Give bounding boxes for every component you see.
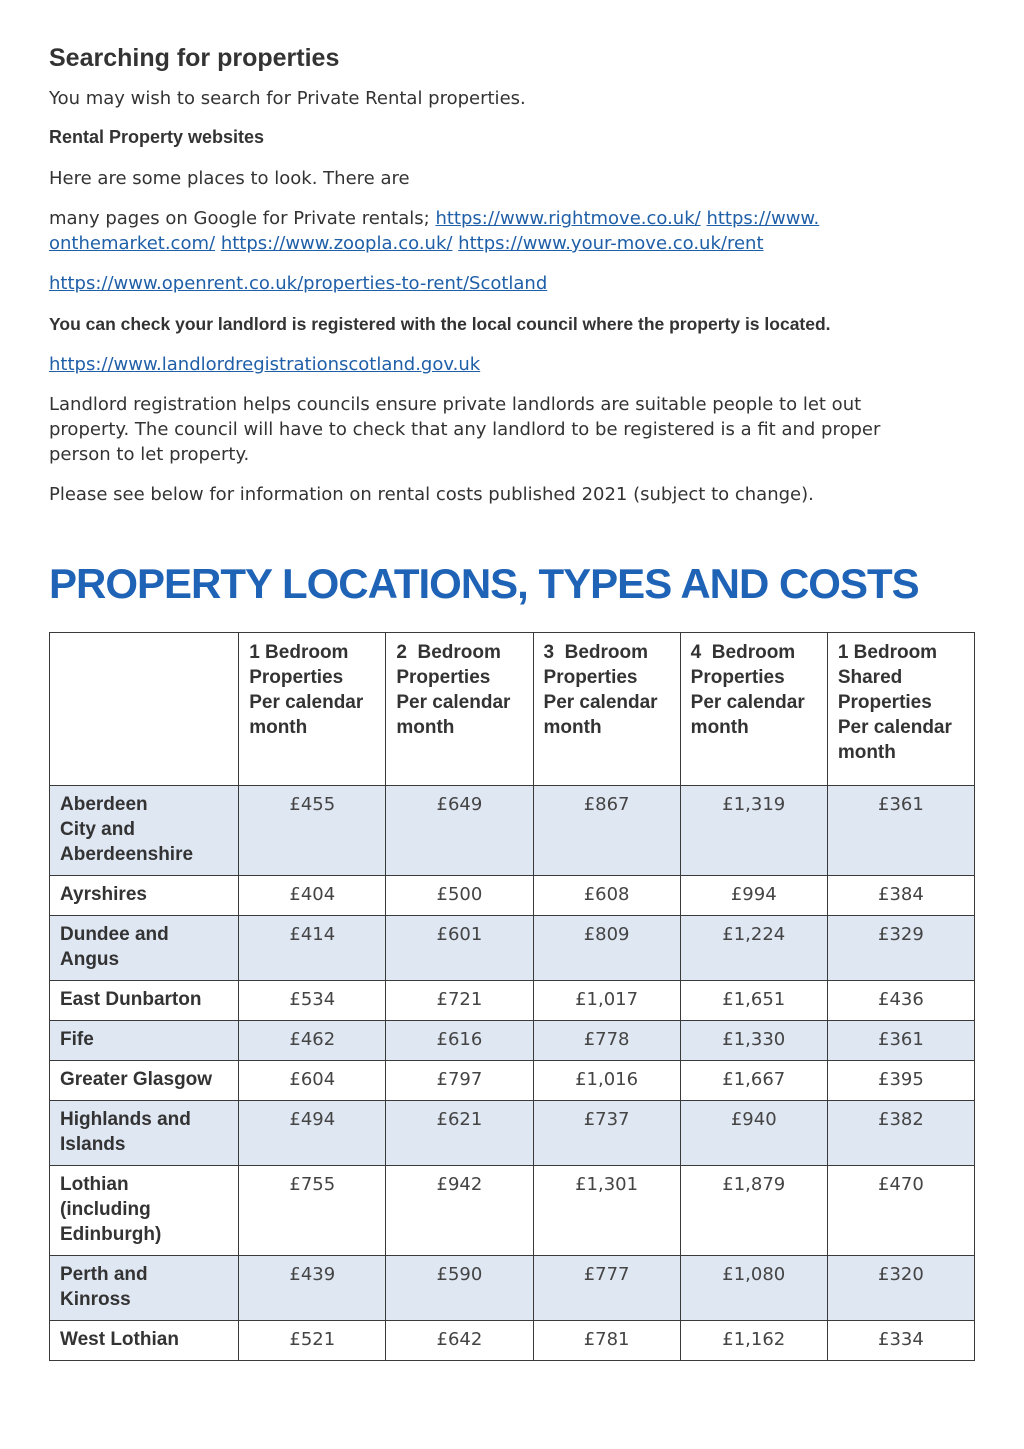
cost-cell: £1,330 xyxy=(680,1021,827,1061)
cost-cell: £621 xyxy=(386,1101,533,1166)
main-title: PROPERTY LOCATIONS, TYPES AND COSTS xyxy=(49,560,919,607)
subheading: Rental Property websites xyxy=(49,127,265,147)
cost-cell: £777 xyxy=(533,1256,680,1321)
cost-cell: £940 xyxy=(680,1101,827,1166)
region-cell xyxy=(50,1256,239,1321)
cost-cell: £1,651 xyxy=(680,981,827,1021)
region-line: Islands xyxy=(60,1134,126,1155)
intro-line: You may wish to search for Private Rental properties. xyxy=(49,88,526,109)
column-header xyxy=(680,633,827,786)
cost-cell: £778 xyxy=(533,1021,680,1061)
region-line: Aberdeen xyxy=(60,794,148,815)
cost-cell: £1,667 xyxy=(680,1061,827,1101)
cost-cell: £601 xyxy=(386,916,533,981)
region-line: East Dunbarton xyxy=(60,989,202,1010)
links-paragraph xyxy=(49,206,819,231)
cost-cell: £1,879 xyxy=(680,1166,827,1256)
table-row xyxy=(50,786,975,876)
cost-cell: £590 xyxy=(386,1256,533,1321)
cost-cell: £994 xyxy=(680,876,827,916)
check-landlord-note: You can check your landlord is registered with the local council where the property is located. xyxy=(49,314,831,334)
cost-cell: £414 xyxy=(239,916,386,981)
registration-text-line-3: person to let property. xyxy=(49,444,250,465)
cost-cell: £797 xyxy=(386,1061,533,1101)
region-line: Angus xyxy=(60,949,120,970)
onthemarket-link-part1[interactable]: https://www. xyxy=(706,208,820,229)
column-header xyxy=(827,633,974,786)
cost-cell: £462 xyxy=(239,1021,386,1061)
links-paragraph-cont xyxy=(49,231,764,256)
header-line: month xyxy=(396,717,455,738)
cost-cell: £329 xyxy=(827,916,974,981)
table-row xyxy=(50,981,975,1021)
section-heading: Searching for properties xyxy=(49,44,340,72)
cost-cell: £521 xyxy=(239,1321,386,1361)
header-line: Per calendar xyxy=(249,692,364,713)
table-row xyxy=(50,1021,975,1061)
see-below-note: Please see below for information on rental costs published 2021 (subject to change). xyxy=(49,484,814,505)
header-line: 4 Bedroom xyxy=(690,642,796,663)
cost-cell: £867 xyxy=(533,786,680,876)
landlord-registration-link[interactable]: https://www.landlordregistrationscotland.gov.uk xyxy=(49,354,481,375)
region-line: City and xyxy=(60,819,135,840)
landlordreg-paragraph xyxy=(49,352,480,377)
cost-cell: £721 xyxy=(386,981,533,1021)
header-line: Shared xyxy=(837,667,903,688)
intro-line-2: Here are some places to look. There are xyxy=(49,168,410,189)
cost-cell: £608 xyxy=(533,876,680,916)
cost-cell: £382 xyxy=(827,1101,974,1166)
cost-cell: £1,319 xyxy=(680,786,827,876)
header-line: 3 Bedroom xyxy=(543,642,649,663)
cost-cell: £436 xyxy=(827,981,974,1021)
header-line: Per calendar xyxy=(690,692,805,713)
cost-cell: £604 xyxy=(239,1061,386,1101)
region-cell xyxy=(50,876,239,916)
column-header xyxy=(386,633,533,786)
region-cell xyxy=(50,1101,239,1166)
onthemarket-link-part2[interactable]: onthemarket.com/ xyxy=(49,233,216,254)
table-row xyxy=(50,1101,975,1166)
cost-cell: £616 xyxy=(386,1021,533,1061)
region-cell xyxy=(50,786,239,876)
table-row xyxy=(50,1321,975,1361)
region-line: Ayrshires xyxy=(60,884,147,905)
cost-cell: £534 xyxy=(239,981,386,1021)
table-row xyxy=(50,1166,975,1256)
table-row xyxy=(50,916,975,981)
rental-costs-table xyxy=(49,632,975,1361)
header-line: Properties xyxy=(249,667,344,688)
region-cell xyxy=(50,981,239,1021)
cost-cell: £737 xyxy=(533,1101,680,1166)
cost-cell: £494 xyxy=(239,1101,386,1166)
header-line: month xyxy=(249,717,308,738)
cost-cell: £361 xyxy=(827,786,974,876)
header-line: Per calendar xyxy=(543,692,658,713)
header-line: Properties xyxy=(543,667,638,688)
region-cell xyxy=(50,1061,239,1101)
cost-cell: £395 xyxy=(827,1061,974,1101)
cost-cell: £1,224 xyxy=(680,916,827,981)
column-header xyxy=(533,633,680,786)
region-cell xyxy=(50,1321,239,1361)
header-line: Per calendar xyxy=(837,717,952,738)
region-line: West Lothian xyxy=(60,1329,179,1350)
cost-cell: £649 xyxy=(386,786,533,876)
cost-cell: £384 xyxy=(827,876,974,916)
table-header-row xyxy=(50,633,975,786)
yourmove-link[interactable]: https://www.your-move.co.uk/rent xyxy=(458,233,764,254)
cost-cell: £781 xyxy=(533,1321,680,1361)
cost-cell: £361 xyxy=(827,1021,974,1061)
zoopla-link[interactable]: https://www.zoopla.co.uk/ xyxy=(220,233,453,254)
region-cell xyxy=(50,1021,239,1061)
rightmove-link[interactable]: https://www.rightmove.co.uk/ xyxy=(435,208,701,229)
region-line: Lothian xyxy=(60,1174,129,1195)
header-corner xyxy=(50,633,239,786)
cost-cell: £439 xyxy=(239,1256,386,1321)
header-line: Per calendar xyxy=(396,692,511,713)
region-line: Aberdeenshire xyxy=(60,844,194,865)
header-line: month xyxy=(543,717,602,738)
header-line: month xyxy=(837,742,896,763)
cost-cell: £334 xyxy=(827,1321,974,1361)
region-line: (including xyxy=(60,1199,151,1220)
cost-cell: £755 xyxy=(239,1166,386,1256)
region-line: Perth and xyxy=(60,1264,148,1285)
registration-text-line-2: property. The council will have to check that any landlord to be registered is a fit and proper xyxy=(49,419,881,440)
region-cell xyxy=(50,1166,239,1256)
header-line: Properties xyxy=(690,667,785,688)
header-line: 2 Bedroom xyxy=(396,642,501,663)
cost-cell: £470 xyxy=(827,1166,974,1256)
cost-cell: £320 xyxy=(827,1256,974,1321)
cost-cell: £1,080 xyxy=(680,1256,827,1321)
region-line: Dundee and xyxy=(60,924,169,945)
cost-cell: £404 xyxy=(239,876,386,916)
region-line: Highlands and xyxy=(60,1109,191,1130)
links-prefix: many pages on Google for Private rentals; xyxy=(49,208,430,229)
registration-text-line-1: Landlord registration helps councils ensure private landlords are suitable people to let out xyxy=(49,394,862,415)
cost-cell: £642 xyxy=(386,1321,533,1361)
openrent-link[interactable]: https://www.openrent.co.uk/properties-to-rent/Scotland xyxy=(49,273,548,294)
region-cell xyxy=(50,916,239,981)
column-header xyxy=(239,633,386,786)
header-line: Properties xyxy=(396,667,491,688)
region-line: Kinross xyxy=(60,1289,131,1310)
cost-cell: £809 xyxy=(533,916,680,981)
region-line: Greater Glasgow xyxy=(60,1069,213,1090)
cost-cell: £500 xyxy=(386,876,533,916)
cost-cell: £1,016 xyxy=(533,1061,680,1101)
region-line: Fife xyxy=(60,1029,94,1050)
cost-cell: £1,301 xyxy=(533,1166,680,1256)
table-row xyxy=(50,1061,975,1101)
cost-cell: £455 xyxy=(239,786,386,876)
table-row xyxy=(50,876,975,916)
openrent-paragraph xyxy=(49,271,547,296)
cost-cell: £1,017 xyxy=(533,981,680,1021)
header-line: Properties xyxy=(837,692,932,713)
region-line: Edinburgh) xyxy=(60,1224,162,1245)
table-row xyxy=(50,1256,975,1321)
header-line: 1 Bedroom xyxy=(837,642,938,663)
cost-cell: £1,162 xyxy=(680,1321,827,1361)
header-line: 1 Bedroom xyxy=(249,642,349,663)
header-line: month xyxy=(690,717,749,738)
cost-cell: £942 xyxy=(386,1166,533,1256)
